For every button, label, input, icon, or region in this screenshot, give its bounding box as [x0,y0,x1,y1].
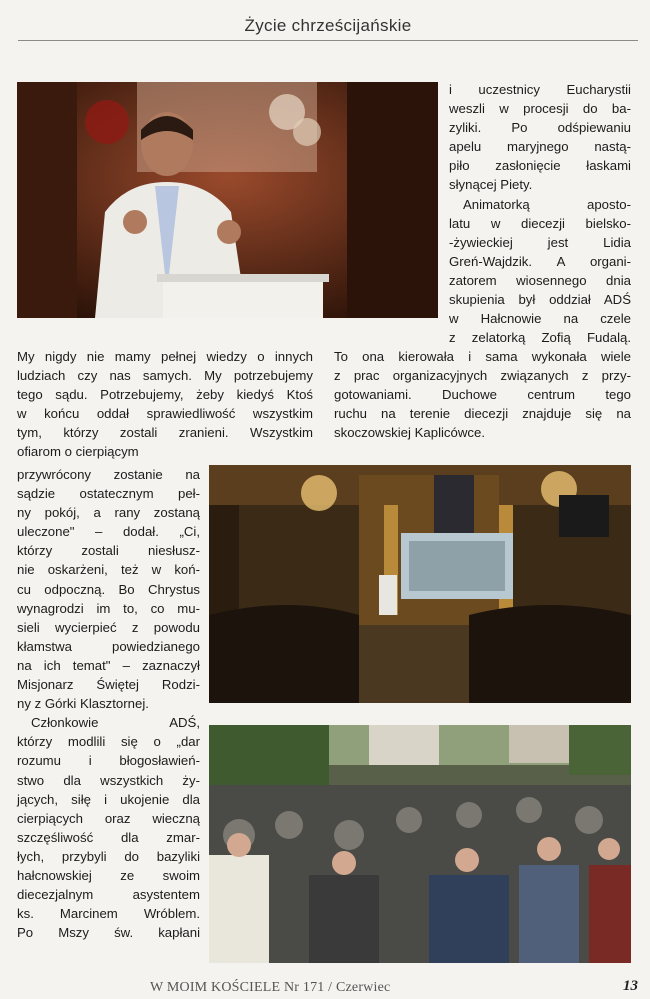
text-line: tym, którzy zostali zranieni. Wszystkim [17,425,313,441]
congregation-outdoor-photo [209,725,631,963]
text-line: stwo dla wszystkich ży- [17,772,200,788]
text-line: -żywieckiej jest Lidia [449,234,631,250]
text-line: piło zasłonięcie łaskami [449,158,631,174]
text-line: apelu maryjnego nastą- [449,139,631,155]
text-line: Po Mszy św. kapłani [17,925,200,941]
text-column-mid-left [17,347,313,462]
text-line: ofiarom o cierpiącym [17,444,139,460]
text-line: kłamstwa powiedzianego [17,638,200,654]
text-line: rozumu i błogosławień- [17,753,200,769]
text-line: na ich temat" – zaznaczył [17,657,200,673]
text-line: z prac organizacyjnych związanych z przy- [334,368,631,384]
text-line: weszli w procesji do ba- [449,101,631,117]
page-number: 13 [623,978,638,994]
text-line: To ona kierowała i sama wykonała wiele [334,349,631,364]
text-column-left-narrow [17,465,200,942]
text-line: skoczowskiej Kaplicówce. [334,425,485,441]
page-footer [0,976,650,998]
text-line: uleczone" – dodał. „Ci, [17,524,200,540]
text-line: ny z Górki Klasztornej. [17,696,149,712]
text-line: zatorem wiosennego dnia [449,272,631,288]
text-line: sądzie ostatecznym peł- [17,486,200,502]
text-line: Animatorką aposto- [463,196,631,212]
text-column-top-right [449,80,631,347]
text-line: Członkowie ADŚ, [31,715,200,731]
text-line: Greń-Wajdzik. A organi- [449,253,631,269]
text-line: przywrócony zostanie na [17,467,200,482]
priest-photo [17,82,438,318]
basilica-interior-photo [209,465,631,703]
text-line: skupienia był oddział ADŚ [449,292,631,308]
text-line: cierpiących oraz wieczną [17,810,200,826]
text-line: ny pokój, a rany zostaną [17,505,200,521]
text-line: szczęśliwość dla zmar- [17,829,200,845]
text-line: nie oskarżeni, też w koń- [17,562,200,578]
page-header [18,10,638,41]
text-line: My nigdy nie mamy pełnej wiedzy o innych [17,349,313,364]
text-line: jących, siłę i ukojenie dla [17,791,200,807]
text-line: latu w diecezji bielsko- [449,215,631,231]
text-line: hałcnowskiej ze swoim [17,867,200,883]
text-line: gotowaniami. Duchowe centrum tego [334,387,631,403]
text-line: słynącej Piety. [449,177,533,193]
text-line: cu odpoczną. Bo Chrystus [17,581,200,597]
text-line: zyliki. Po odśpiewaniu [449,120,631,136]
text-line: Misjonarz Świętej Rodzi- [17,677,200,693]
text-line: ks. Marcinem Wróblem. [17,906,200,922]
section-title: Życie chrześcijańskie [244,16,412,35]
text-line: w końcu oddał sprawiedliwość wszystkim [17,406,313,422]
text-line: którzy modlili się o „dar [17,734,200,750]
text-line: którzy zostali niesłusz- [17,543,200,559]
text-line: ludziach czy nas samych. My potrzebujemy [17,368,313,384]
text-line: diecezjalnym asystentem [17,887,200,903]
text-line: z zelatorką Zofią Fudalą. [449,330,631,346]
text-line: w Hałcnowie na czele [449,311,631,327]
text-line: tego sądu. Potrzebujemy, żeby kiedyś Ktoś [17,387,313,403]
text-line: ruchu na terenie diecezji znajduje się na [334,406,631,422]
text-column-mid-right [334,347,631,442]
text-line: łych, przybyli do bazyliki [17,848,200,864]
publication-info: W MOIM KOŚCIELE Nr 171 / Czerwiec [150,980,391,995]
text-line: i uczestnicy Eucharystii [449,82,631,97]
text-line: wynagrodzi im to, co mu- [17,600,200,616]
text-line: sieli wycierpieć z powodu [17,619,200,635]
